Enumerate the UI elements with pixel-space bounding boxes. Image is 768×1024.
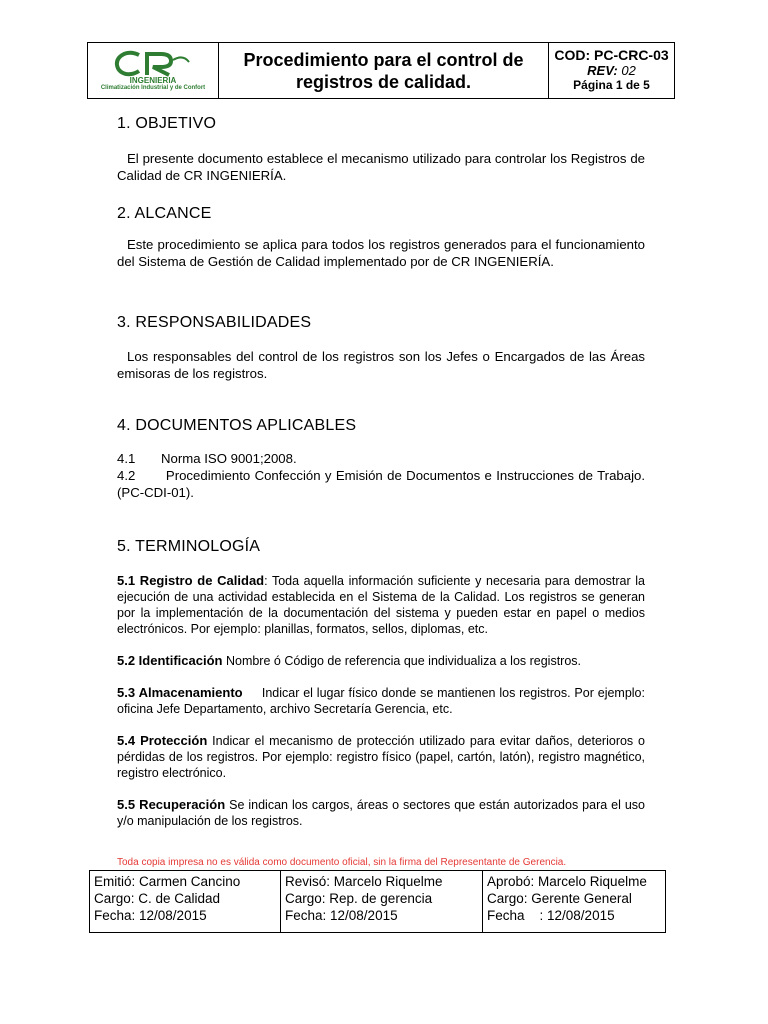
term-item: 5.4 Protección Indicar el mecanismo de protección utilizado para evitar daños, deterioros o pérdidas de los registros. Por ejemplo: registro físico (papel, cartón, latón), registro magnético, registro electrónico. [117,733,645,780]
section-heading: 5. TERMINOLOGÍA [117,538,261,555]
document-title: Procedimiento para el control de registros de calidad. [219,43,549,98]
logo-subtitle: INGENIERIA [129,76,177,85]
section-terminologia [117,538,645,829]
cr-logo-icon [113,50,193,78]
section-heading: 2. ALCANCE [117,205,212,222]
section-documentos [117,417,645,501]
page-number: Página 1 de 5 [573,78,650,92]
document-code-block [549,43,674,98]
term-item: 5.1 Registro de Calidad: Toda aquella información suficiente y necesaria para demostrar la ejecución de una actividad establecida en el Sistema de la Calidad. Los registros se generan por la implementación de la documentación del sistema y pueden estar en papel o medios electrónicos. Por ejemplo: planillas, formatos, sellos, diplomas, etc. [117,573,645,636]
section-alcance [117,205,645,270]
footer-reviso: Revisó: Marcelo Riquelme Cargo: Rep. de gerencia Fecha: 12/08/2015 [280,871,482,932]
document-item: 4.1 Norma ISO 9001;2008. [117,451,297,466]
section-responsabilidades [117,314,645,382]
revision [587,63,636,78]
revision-value: 02 [621,63,636,78]
section-heading: 4. DOCUMENTOS APLICABLES [117,417,357,434]
section-heading: 3. RESPONSABILIDADES [117,314,312,331]
section-text: El presente documento establece el mecanismo utilizado para controlar los Registros de Calidad de CR INGENIERÍA. [117,151,645,183]
document-item: 4.2 Procedimiento Confección y Emisión de Documentos e Instrucciones de Trabajo. (PC-CDI-01). [117,468,645,500]
term-item: 5.3 Almacenamiento Indicar el lugar físico donde se mantienen los registros. Por ejemplo: oficina Jefe Departamento, archivo Secretaría Gerencia, etc. [117,685,645,716]
section-text: Los responsables del control de los registros son los Jefes o Encargados de las Áreas emisoras de los registros. [117,349,645,381]
document-header [87,42,675,99]
copy-notice: Toda copia impresa no es válida como documento oficial, sin la firma del Representante de Gerencia. [117,857,567,868]
revision-label: REV: [587,63,618,78]
term-item: 5.2 Identificación Nombre ó Código de referencia que individualiza a los registros. [117,653,582,668]
approval-footer [89,870,666,933]
section-objetivo [117,115,645,184]
footer-emitio: Emitió: Carmen Cancino Cargo: C. de Calidad Fecha: 12/08/2015 [94,874,241,923]
footer-aprobo: Aprobó: Marcelo Riquelme Cargo: Gerente General Fecha : 12/08/2015 [482,871,665,932]
company-logo [88,43,219,98]
logo-tagline: Climatización Industrial y de Confort [100,85,206,91]
section-text: Este procedimiento se aplica para todos los registros generados para el funcionamiento del Sistema de Gestión de Calidad implementado por de CR INGENIERÍA. [117,237,645,269]
document-code: COD: PC-CRC-03 [554,47,669,63]
section-heading: 1. OBJETIVO [117,115,217,132]
term-item: 5.5 Recuperación Se indican los cargos, áreas o sectores que están autorizados para el uso y/o manipulación de los registros. [117,797,645,828]
